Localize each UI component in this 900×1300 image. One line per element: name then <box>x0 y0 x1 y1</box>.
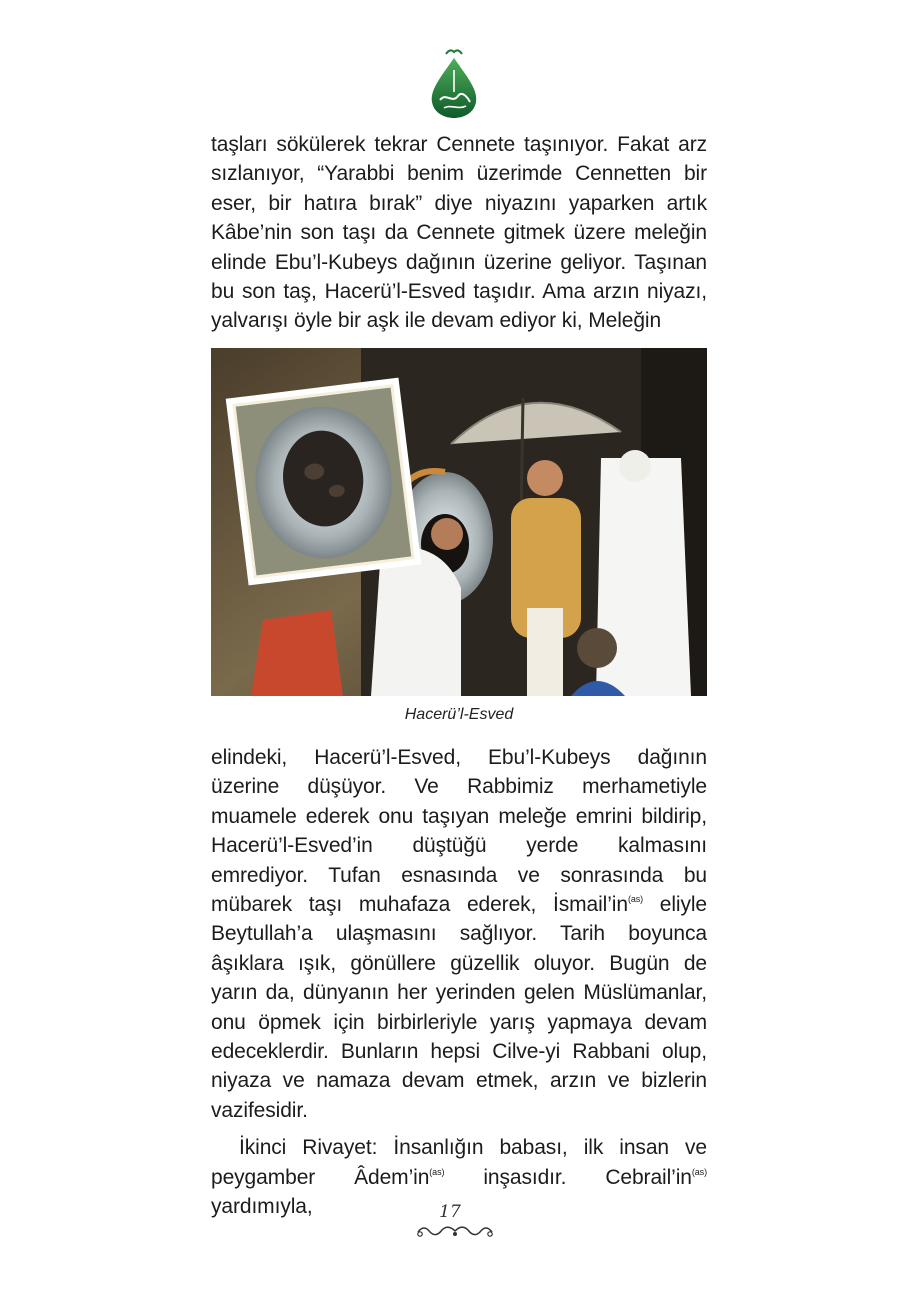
paragraph-1: taşları sökülerek tekrar Cennete taşınıyor. Fakat arz sızlanıyor, “Yarabbi benim üzerimde Cennetten bir eser, bir hatıra bırak” diye niyazını yaparken artık Kâbe’nin son taşı da Cennete gitmek üzere meleğin elinde Ebu’l-Kubeys dağının üzerine geliyor. Taşınan bu son taş, Hacerü’l-Esved taşıdır. Ama arzın niyazı, yalvarışı öyle bir aşk ile devam ediyor ki, Meleğin <box>211 133 707 333</box>
body-text-top <box>211 130 707 336</box>
body-text-bottom <box>211 743 707 1222</box>
paragraph-2-part-1: elindeki, Hacerü’l-Esved, Ebu’l-Kubeys dağının üzerine düşüyor. Ve Rabbimiz merhametiyle muamele ederek onu taşıyan meleğe emrini bildirip, Hacerü’l-Esved’in düştüğü yerde kalmasını emrediyor. Tufan esnasında ve sonrasında bu mübarek taşı muhafaza ederek, İsmail’in <box>211 746 707 917</box>
paragraph-3-part-2: inşasıdır. Cebrail’in <box>444 1165 692 1189</box>
paragraph-3-part-3: yardımıyla, <box>211 1195 313 1219</box>
figure-caption: Hacerü’l-Esved <box>404 706 514 723</box>
hacerul-esved-photo <box>211 348 707 696</box>
calligraphy-ornament-icon <box>426 44 482 120</box>
page-number: 17 <box>439 1202 461 1222</box>
photo-illustration <box>211 348 707 696</box>
paragraph-2-part-2: eliyle Beytullah’a ulaşmasını sağlıyor. Tarih boyunca âşıklara ışık, gönüllere güzellik oluyor. Bugün de yarın da, dünyanın her yerinden gelen Müslümanlar, onu öpmek için birbirleriyle yarış yapmaya devam edeceklerdir. Bunların hepsi Cilve-yi Rabbani olup, niyaza ve namaza devam etmek, arzın ve bizlerin vazifesidir. <box>211 893 707 1122</box>
paragraph-3-part-1: İkinci Rivayet: İnsanlığın babası, ilk insan ve peygamber Âdem’in <box>211 1136 707 1189</box>
honorific-superscript: (as) <box>691 1166 707 1177</box>
honorific-superscript: (as) <box>627 894 644 905</box>
paragraph-2 <box>211 743 707 1125</box>
flourish-ornament-icon <box>414 1222 496 1240</box>
honorific-superscript: (as) <box>429 1166 445 1177</box>
